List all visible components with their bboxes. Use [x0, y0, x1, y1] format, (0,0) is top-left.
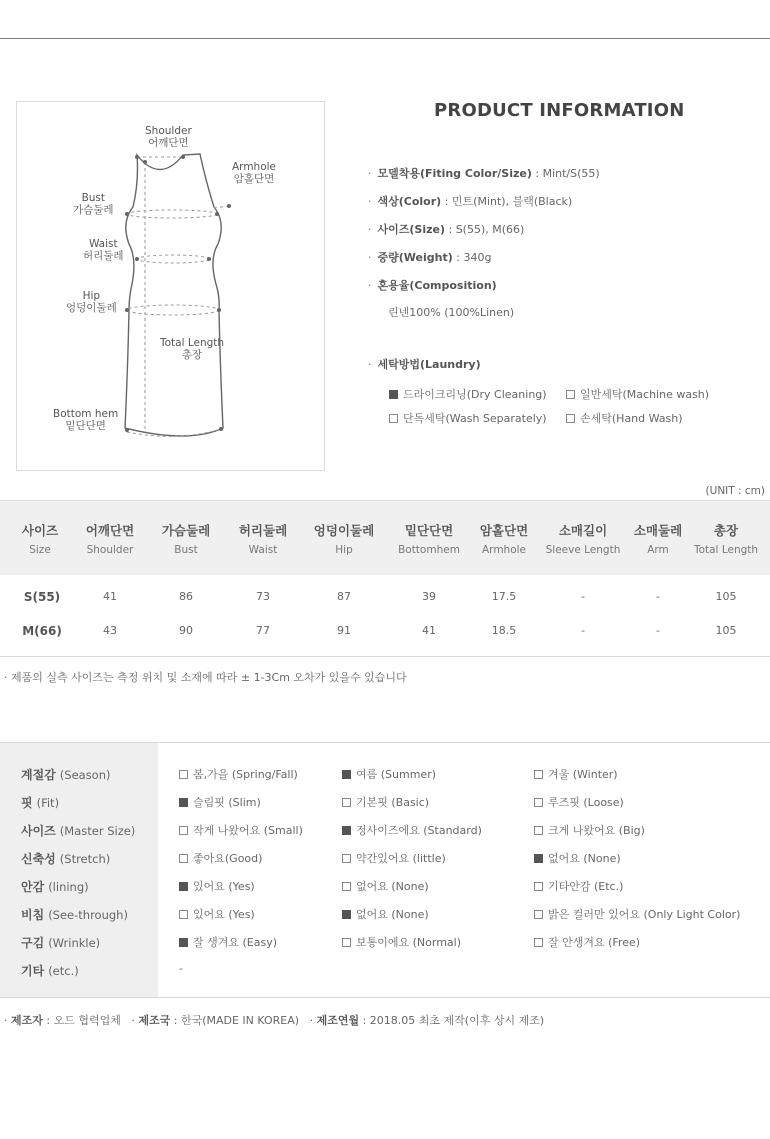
- header-bust: 가슴둘레: [161, 523, 211, 538]
- attribute-value: -: [179, 962, 183, 975]
- header-arm: 소매둘레: [633, 523, 683, 538]
- info-row-size: · 사이즈(Size) : S(55), M(66): [368, 223, 525, 236]
- header-bottomhem: 밑단단면: [404, 523, 454, 538]
- attribute-option: [179, 934, 277, 950]
- attribute-option-label: 약간있어요 (little): [356, 852, 446, 865]
- attribute-option-label: 겨울 (Winter): [548, 768, 618, 781]
- laundry-option-machine-wash: 일반세탁(Machine wash): [566, 386, 709, 402]
- cell-arm: -: [656, 590, 660, 603]
- attribute-option: [179, 766, 298, 782]
- cell-bust: 86: [179, 590, 193, 603]
- attributes-bottom-border: [0, 997, 770, 998]
- attribute-label-ko: 사이즈: [21, 824, 56, 838]
- cell-waist: 77: [256, 624, 270, 637]
- attribute-option-label: 기타안감 (Etc.): [548, 880, 624, 893]
- attribute-option: [534, 850, 621, 866]
- laundry-option-dry-cleaning: 드라이크리닝(Dry Cleaning): [389, 386, 547, 402]
- checked-box-icon: [179, 798, 188, 807]
- cell-arm: -: [656, 624, 660, 637]
- cell-hip: 87: [337, 590, 351, 603]
- attribute-option-label: 있어요 (Yes): [193, 880, 255, 893]
- product-info-title: PRODUCT INFORMATION: [434, 100, 685, 121]
- attribute-label-ko: 구김: [21, 936, 45, 950]
- composition-value: 린넨100% (100%Linen): [388, 306, 515, 319]
- attribute-label-ko: 핏: [21, 796, 33, 810]
- unchecked-box-icon: [179, 770, 188, 779]
- header-shoulder: 어깨단면: [85, 523, 135, 538]
- attribute-option: [534, 906, 740, 922]
- unchecked-box-icon: [566, 390, 575, 399]
- checked-box-icon: [342, 910, 351, 919]
- cell-size: M(66): [22, 624, 62, 638]
- checked-box-icon: [534, 854, 543, 863]
- cell-waist: 73: [256, 590, 270, 603]
- checked-box-icon: [342, 826, 351, 835]
- attribute-option-label: 있어요 (Yes): [193, 908, 255, 921]
- attribute-label-en: (Stretch): [59, 852, 111, 866]
- checked-box-icon: [179, 938, 188, 947]
- size-table-header: [0, 500, 770, 575]
- diagram-label-shoulder: Shoulder 어깨단면: [145, 125, 192, 149]
- cell-sleeve-length: -: [581, 590, 585, 603]
- header-armhole-en: Armhole: [482, 544, 526, 556]
- attribute-option-label: 잘 생겨요 (Easy): [193, 936, 278, 949]
- attribute-option-label: 없어요 (None): [356, 908, 429, 921]
- info-row-color: · 색상(Color) : 민트(Mint), 블랙(Black): [368, 195, 573, 208]
- unchecked-box-icon: [534, 798, 543, 807]
- attribute-option-label: 작게 나왔어요 (Small): [193, 824, 303, 837]
- attribute-label: [21, 766, 111, 783]
- attribute-label: [21, 878, 89, 895]
- attribute-option: [342, 850, 446, 866]
- info-row-weight: · 중량(Weight) : 340g: [368, 251, 492, 264]
- attribute-label-en: (See-through): [48, 908, 128, 922]
- unchecked-box-icon: [534, 938, 543, 947]
- cell-total-length: 105: [715, 590, 737, 603]
- diagram-label-bust: Bust 가슴둘레: [73, 192, 114, 216]
- header-sleeve-length-en: Sleeve Length: [545, 544, 621, 556]
- unchecked-box-icon: [566, 414, 575, 423]
- attribute-option: [342, 794, 429, 810]
- unchecked-box-icon: [342, 938, 351, 947]
- cell-size: S(55): [23, 590, 61, 604]
- info-row-composition: · 혼용율(Composition): [368, 279, 497, 292]
- garment-diagram: [16, 101, 325, 471]
- attribute-option-label: 좋아요(Good): [193, 852, 263, 865]
- header-arm-en: Arm: [647, 544, 669, 556]
- cell-shoulder: 43: [103, 624, 117, 637]
- attribute-option: [342, 822, 482, 838]
- attribute-option-label: 없어요 (None): [356, 880, 429, 893]
- unchecked-box-icon: [389, 414, 398, 423]
- attribute-label: [21, 934, 100, 951]
- size-note: · 제품의 실측 사이즈는 측정 위치 및 소재에 따라 ± 1-3Cm 오차가 있을수 있습니다: [4, 671, 407, 684]
- cell-bottomhem: 41: [422, 624, 436, 637]
- laundry-title: · 세탁방법(Laundry): [368, 358, 481, 371]
- header-waist-en: Waist: [248, 544, 278, 556]
- header-total-length: 총장: [713, 523, 739, 538]
- header-size-en: Size: [29, 544, 51, 556]
- attribute-label-ko: 비침: [21, 908, 45, 922]
- attribute-option-label: 봄,가을 (Spring/Fall): [193, 768, 298, 781]
- header-bust-en: Bust: [174, 544, 198, 556]
- attribute-option: [534, 794, 624, 810]
- header-hip-en: Hip: [335, 544, 353, 556]
- attribute-option-label: 기본핏 (Basic): [356, 796, 430, 809]
- attribute-label-en: (Master Size): [59, 824, 136, 838]
- attribute-option: [342, 934, 461, 950]
- header-total-length-en: Total Length: [693, 544, 759, 556]
- header-size: 사이즈: [21, 523, 59, 538]
- cell-bottomhem: 39: [422, 590, 436, 603]
- header-sleeve-length: 소매길이: [558, 523, 608, 538]
- attribute-option: [179, 878, 255, 894]
- cell-shoulder: 41: [103, 590, 117, 603]
- attribute-label: [21, 822, 135, 839]
- attribute-label-ko: 신축성: [21, 852, 56, 866]
- attribute-option: [342, 878, 429, 894]
- attribute-option: [534, 934, 640, 950]
- unchecked-box-icon: [342, 854, 351, 863]
- cell-armhole: 17.5: [491, 590, 517, 603]
- checked-box-icon: [389, 390, 398, 399]
- attribute-option-label: 루즈핏 (Loose): [548, 796, 624, 809]
- attribute-option: [342, 906, 429, 922]
- attribute-option: [534, 766, 618, 782]
- diagram-label-bottom-hem: Bottom hem 밑단단면: [53, 408, 119, 432]
- attribute-option-label: 크게 나왔어요 (Big): [548, 824, 645, 837]
- diagram-label-hip: Hip 엉덩이둘레: [66, 290, 117, 314]
- checked-box-icon: [342, 770, 351, 779]
- attribute-label: [21, 962, 79, 979]
- unchecked-box-icon: [179, 854, 188, 863]
- unchecked-box-icon: [534, 910, 543, 919]
- header-bottomhem-en: Bottomhem: [398, 544, 460, 556]
- attribute-label-en: (Fit): [36, 796, 60, 810]
- attribute-label: [21, 794, 59, 811]
- unchecked-box-icon: [179, 910, 188, 919]
- unchecked-box-icon: [342, 882, 351, 891]
- header-hip: 엉덩이둘레: [313, 523, 375, 538]
- attribute-label-en: (Season): [59, 768, 111, 782]
- attribute-label: [21, 850, 110, 867]
- cell-armhole: 18.5: [491, 624, 517, 637]
- laundry-option-hand-wash: 손세탁(Hand Wash): [566, 410, 683, 426]
- attribute-option: [179, 794, 261, 810]
- attribute-option-label: 보통이에요 (Normal): [356, 936, 462, 949]
- attribute-option: [179, 906, 255, 922]
- unchecked-box-icon: [534, 826, 543, 835]
- attribute-option-label: 잘 안생겨요 (Free): [548, 936, 641, 949]
- attribute-option-label: 정사이즈에요 (Standard): [356, 824, 482, 837]
- attribute-option: [342, 766, 436, 782]
- attribute-label-ko: 기타: [21, 964, 45, 978]
- header-armhole: 암홀단면: [479, 523, 529, 538]
- unchecked-box-icon: [179, 826, 188, 835]
- attribute-option-label: 슬림핏 (Slim): [193, 796, 261, 809]
- attribute-label-en: (etc.): [48, 964, 79, 978]
- attribute-option: [179, 822, 303, 838]
- info-row-model-fit: · 모델착용(Fiting Color/Size) : Mint/S(55): [368, 167, 600, 180]
- attribute-option: [534, 878, 623, 894]
- top-divider: [0, 38, 770, 39]
- attribute-label-ko: 계절감: [21, 768, 56, 782]
- cell-total-length: 105: [715, 624, 737, 637]
- size-table-bottom-border: [0, 656, 770, 657]
- diagram-label-armhole: Armhole 암홀단면: [232, 161, 276, 185]
- header-shoulder-en: Shoulder: [86, 544, 134, 556]
- attribute-option-label: 없어요 (None): [548, 852, 621, 865]
- cell-sleeve-length: -: [581, 624, 585, 637]
- unchecked-box-icon: [534, 882, 543, 891]
- checked-box-icon: [179, 882, 188, 891]
- diagram-label-total-length: Total Length 총장: [160, 337, 225, 361]
- attribute-label: [21, 906, 128, 923]
- laundry-option-wash-separately: 단독세탁(Wash Separately): [389, 410, 547, 426]
- attribute-label-ko: 안감: [21, 880, 45, 894]
- unchecked-box-icon: [342, 798, 351, 807]
- attribute-option: [534, 822, 645, 838]
- header-waist: 허리둘레: [238, 523, 288, 538]
- attribute-label-en: (Wrinkle): [48, 936, 101, 950]
- attribute-option-label: 여름 (Summer): [356, 768, 437, 781]
- attribute-label-en: (lining): [48, 880, 89, 894]
- attribute-option: [179, 850, 262, 866]
- diagram-label-waist: Waist 허리둘레: [83, 238, 124, 262]
- manufacturer-info: · 제조자 : 오드 협력업체 · 제조국 : 한국(MADE IN KOREA) · 제조연월 : 2018.05 최초 제작(이후 상시 제조): [4, 1014, 545, 1027]
- cell-hip: 91: [337, 624, 351, 637]
- attribute-option-label: 밝은 컬러만 있어요 (Only Light Color): [548, 908, 741, 921]
- cell-bust: 90: [179, 624, 193, 637]
- unit-label: (UNIT : cm): [705, 485, 765, 497]
- unchecked-box-icon: [534, 770, 543, 779]
